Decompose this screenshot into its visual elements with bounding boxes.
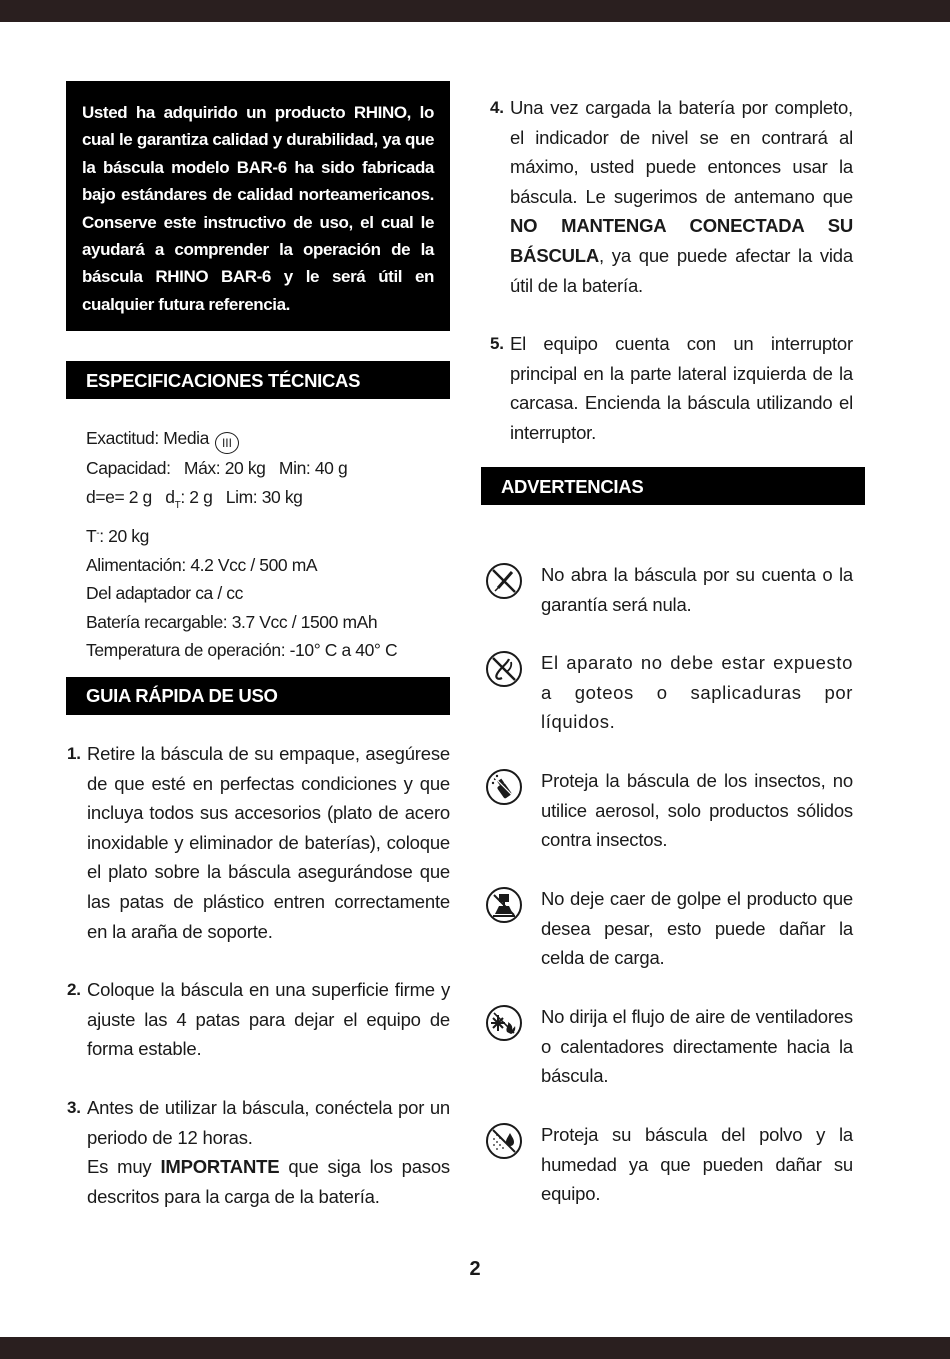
warning-emphasis: NO MANTENGA CONECTADA SU BÁSCULA [510,215,853,266]
step-text: Una vez cargada la batería por completo, el indicador de nivel se en contrará al máximo, usted puede entonces usar la báscula. Le sugerimos de antemano que NO MANTENGA CONECTADA SU BÁSCULA, ya que puede afectar la vida útil de la batería. [510,97,853,296]
specs-heading-text: ESPECIFICACIONES TÉCNICAS [86,370,361,391]
spec-alimentacion: Alimentación: 4.2 Vcc / 500 mA [86,554,318,575]
step-text: El equipo cuenta con un interruptor principal en la parte lateral izquierda de la carcasa. Encienda la báscula utilizando el interruptor. [510,333,853,443]
guia-heading [66,677,450,715]
spec-exactitud: Exactitud: Media III [86,424,446,454]
guide-step-3 [67,1093,450,1211]
important-label: IMPORTANTE [160,1156,280,1178]
bottom-border-bar [0,1337,950,1359]
warning-text: No dirija el flujo de aire de ventiladores o calentadores directamente hacia la báscula. [541,1006,853,1087]
warning-text: No abra la báscula por su cuenta o la garantía será nula. [541,564,853,615]
spec-capacidad: Capacidad: Máx: 20 kg Min: 40 g [86,458,348,478]
no-liquid-icon [485,650,523,688]
advertencias-heading [481,467,865,505]
spec-bateria: Batería recargable: 3.7 Vcc / 1500 mAh [86,611,378,632]
specs-heading [66,361,450,399]
spec-adaptador: Del adaptador ca / cc [86,583,243,603]
warning-text: No deje caer de golpe el producto que desea pesar, esto puede dañar la celda de carga. [541,888,853,969]
step-text: Coloque la báscula en una superficie firme y ajuste las 4 patas para dejar el equipo de forma estable. [87,979,450,1060]
advertencias-heading-text: ADVERTENCIAS [501,476,644,497]
warning-text: El aparato no debe estar expuesto a goteos o saplicaduras por líquidos. [541,652,853,733]
step-number: 5. [490,334,504,353]
step-text: Retire la báscula de su empaque, asegúrese de que esté en perfectas condiciones y que incluya todos sus accesorios (plato de acero inoxidable y eliminador de baterías), coloque el plato sobre la báscula asegurándose que las patas de plástico entren correctamente en la araña de soporte. [87,743,450,942]
warning-text: Proteja su báscula del polvo y la humedad ya que pueden dañar su equipo. [541,1124,853,1205]
guide-step-2 [67,975,450,1064]
no-airflow-icon [485,1004,523,1042]
spec-temperatura: Temperatura de operación: -10° C a 40° C [86,640,398,660]
spec-division: d=e= 2 g $d_T$: 2 g Lim: 30 kg [86,486,303,511]
spec-tara: T-: 20 kg [86,526,149,546]
accuracy-class-mark: III [215,432,239,454]
guide-step-1 [67,739,450,946]
page-number: 2 [469,1258,481,1280]
step-number: 4. [490,98,504,117]
specs-list [86,424,446,665]
guide-step-5 [490,329,853,447]
no-aerosol-icon [485,768,523,806]
step-number: 3. [67,1098,81,1117]
no-dust-humidity-icon [485,1122,523,1160]
intro-box [66,81,450,331]
step-text: Antes de utilizar la báscula, conéctela por un periodo de 12 horas. [87,1097,450,1148]
step-number: 1. [67,744,81,763]
no-screwdriver-icon [485,562,523,600]
step-number: 2. [67,980,81,999]
guide-step-4 [490,93,853,300]
warning-text: Proteja la báscula de los insectos, no utilice aerosol, solo productos sólidos contra insectos. [541,770,853,851]
guia-heading-text: GUIA RÁPIDA DE USO [86,685,278,706]
top-border-bar [0,0,950,22]
intro-text: Usted ha adquirido un producto RHINO, lo cual le garantiza calidad y durabilidad, ya que la báscula modelo BAR-6 ha sido fabricada bajo estándares de calidad norteamericanos. Conserve este instructivo de uso, el cual le ayudará a comprender la operación de la báscula RHINO BAR-6 y le será útil en cualquier futura referencia. [82,103,434,314]
step-text-2: Es muy IMPORTANTE que siga los pasos descritos para la carga de la batería. [87,1156,450,1207]
no-drop-icon [485,886,523,924]
